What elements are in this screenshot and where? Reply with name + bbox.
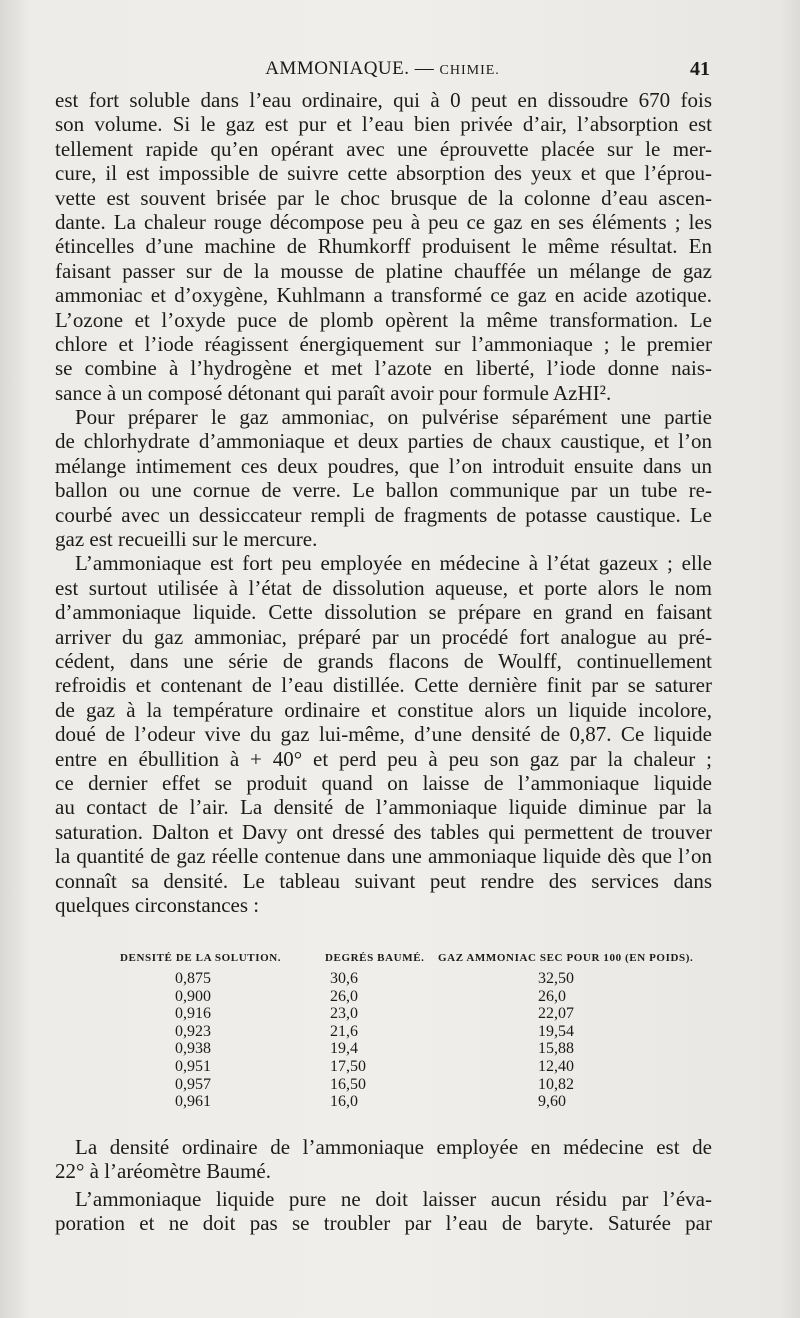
density-table [120, 952, 700, 1111]
text-line: dante. La chaleur rouge décompose peu à peu ce gaz en ses éléments ; les [55, 209, 712, 234]
table-cell: 0,957 [175, 1075, 211, 1093]
text-line: cédent, dans une série de grands flacons de Woulff, continuellement [55, 648, 712, 673]
text-line: la quantité de gaz réelle contenue dans une ammoniaque liquide dès que l’on [55, 844, 712, 869]
table-cell: 30,6 [330, 970, 358, 987]
table-cell: 26,0 [330, 987, 358, 1005]
table-row [120, 1058, 700, 1076]
table-cell: 32,50 [538, 970, 574, 987]
table-header [120, 952, 700, 970]
text-line: de chlorhydrate d’ammoniaque et deux parties de chaux caustique, et l’on [55, 429, 712, 454]
table-header-baume: DEGRÉS BAUMÉ. [325, 952, 425, 964]
text-line: L’ammoniaque est fort peu employée en médecine à l’état gazeux ; elle [75, 551, 712, 576]
text-line: sance à un composé détonant qui paraît avoir pour formule AzHI². [55, 380, 612, 405]
text-line: ce dernier effet se produit quand on laisse de l’ammoniaque liquide [55, 770, 712, 795]
text-line: chlore et l’iode réagissent énergiquement sur l’ammoniaque ; le premier [55, 331, 712, 356]
text-line: saturation. Dalton et Davy ont dressé des tables qui permettent de trouver [55, 819, 712, 844]
table-header-gas: GAZ AMMONIAC SEC POUR 100 (EN POIDS). [438, 952, 694, 964]
body-text [55, 88, 712, 917]
table-cell: 0,951 [175, 1057, 211, 1075]
table-cell: 0,923 [175, 1022, 211, 1040]
table-cell: 16,0 [330, 1093, 358, 1111]
table-cell: 26,0 [538, 987, 566, 1005]
text-line: de gaz à la température ordinaire et constitue alors un liquide incolore, [55, 697, 712, 722]
table-cell: 17,50 [330, 1057, 366, 1075]
table-cell: 0,875 [175, 970, 211, 987]
running-title [55, 58, 710, 80]
text-line: ballon ou une cornue de verre. Le ballon communique par un tube re- [55, 478, 712, 503]
text-line: connaît sa densité. Le tableau suivant peut rendre des services dans [55, 868, 712, 893]
text-line: est fort soluble dans l’eau ordinaire, qui à 0 peut en dissoudre 670 fois [55, 88, 712, 112]
table-cell: 15,88 [538, 1040, 574, 1058]
table-cell: 21,6 [330, 1022, 358, 1040]
table-row [120, 1005, 700, 1023]
text-line: quelques circonstances : [55, 892, 260, 917]
text-line: Pour préparer le gaz ammoniac, on pulvérise séparément une partie [75, 405, 712, 430]
page-header [55, 58, 710, 86]
body-text-continued [55, 1135, 712, 1236]
text-line: d’ammoniaque liquide. Cette dissolution se prépare en grand en faisant [55, 600, 712, 625]
text-line: est surtout utilisée à l’état de dissolution aqueuse, et porte alors le nom [55, 575, 712, 600]
table-cell: 9,60 [538, 1093, 566, 1111]
table-header-density: DENSITÉ DE LA SOLUTION. [120, 952, 282, 964]
text-line: poration et ne doit pas se troubler par l’eau de baryte. Saturée par [55, 1211, 712, 1236]
text-line: 22° à l’aréomètre Baumé. [55, 1159, 271, 1184]
text-line: ammoniac et d’oxygène, Kuhlmann a transformé ce gaz en acide azotique. [55, 283, 712, 308]
table-cell: 19,4 [330, 1040, 358, 1058]
table-cell: 22,07 [538, 1005, 574, 1023]
text-line: doué de l’odeur vive du gaz lui-même, d’une densité de 0,87. Ce liquide [55, 722, 712, 747]
text-line: vette est souvent brisée par le choc brusque de la colonne d’eau ascen- [55, 185, 712, 210]
text-line: arriver du gaz ammoniac, préparé par un procédé fort analogue au pré- [55, 624, 712, 649]
table-row [120, 1023, 700, 1041]
text-line: gaz est recueilli sur le mercure. [55, 527, 318, 552]
running-title-main: AMMONIAQUE. — [265, 58, 440, 79]
table-cell: 19,54 [538, 1022, 574, 1040]
text-line: courbé avec un dessiccateur rempli de fragments de potasse caustique. Le [55, 502, 712, 527]
table-row [120, 1093, 700, 1111]
text-line: L’ozone et l’oxyde puce de plomb opèrent la même transformation. Le [55, 307, 712, 332]
text-line: son volume. Si le gaz est pur et l’eau bien privée d’air, l’absorption est [55, 112, 712, 137]
table-cell: 10,82 [538, 1075, 574, 1093]
text-line: tellement rapide qu’en opérant avec une éprouvette placée sur le mer- [55, 136, 712, 161]
table-row [120, 1076, 700, 1094]
table-cell: 0,916 [175, 1005, 211, 1023]
table-cell: 16,50 [330, 1075, 366, 1093]
text-line: L’ammoniaque liquide pure ne doit laisser aucun résidu par l’éva- [75, 1186, 712, 1211]
table-row [120, 1040, 700, 1058]
table-cell: 23,0 [330, 1005, 358, 1023]
text-line: mélange intimement ces deux poudres, que l’on introduit ensuite dans un [55, 453, 712, 478]
text-line: entre en ébullition à + 40° et perd peu à peu son gaz par la chaleur ; [55, 746, 712, 771]
text-line: faisant passer sur de la mousse de platine chauffée un mélange de gaz [55, 258, 712, 283]
running-title-sub: CHIMIE. [439, 63, 500, 78]
table-row [120, 970, 700, 988]
table-cell: 0,900 [175, 987, 211, 1005]
table-cell: 12,40 [538, 1057, 574, 1075]
table-cell: 0,961 [175, 1093, 211, 1111]
text-line: refroidis et contenant de l’eau distillée. Cette dernière finit par se saturer [55, 673, 712, 698]
table-row [120, 988, 700, 1006]
page-number: 41 [690, 58, 710, 80]
text-line: La densité ordinaire de l’ammoniaque employée en médecine est de [75, 1135, 712, 1159]
table-cell: 0,938 [175, 1040, 211, 1058]
text-line: étincelles d’une machine de Rhumkorff produisent le même résultat. En [55, 234, 712, 259]
text-line: cure, il est impossible de suivre cette absorption des yeux et que l’éprou- [55, 161, 712, 186]
text-line: se combine à l’hydrogène et met l’azote en liberté, l’iode donne nais- [55, 356, 712, 381]
text-line: au contact de l’air. La densité de l’ammoniaque liquide diminue par la [55, 795, 712, 820]
